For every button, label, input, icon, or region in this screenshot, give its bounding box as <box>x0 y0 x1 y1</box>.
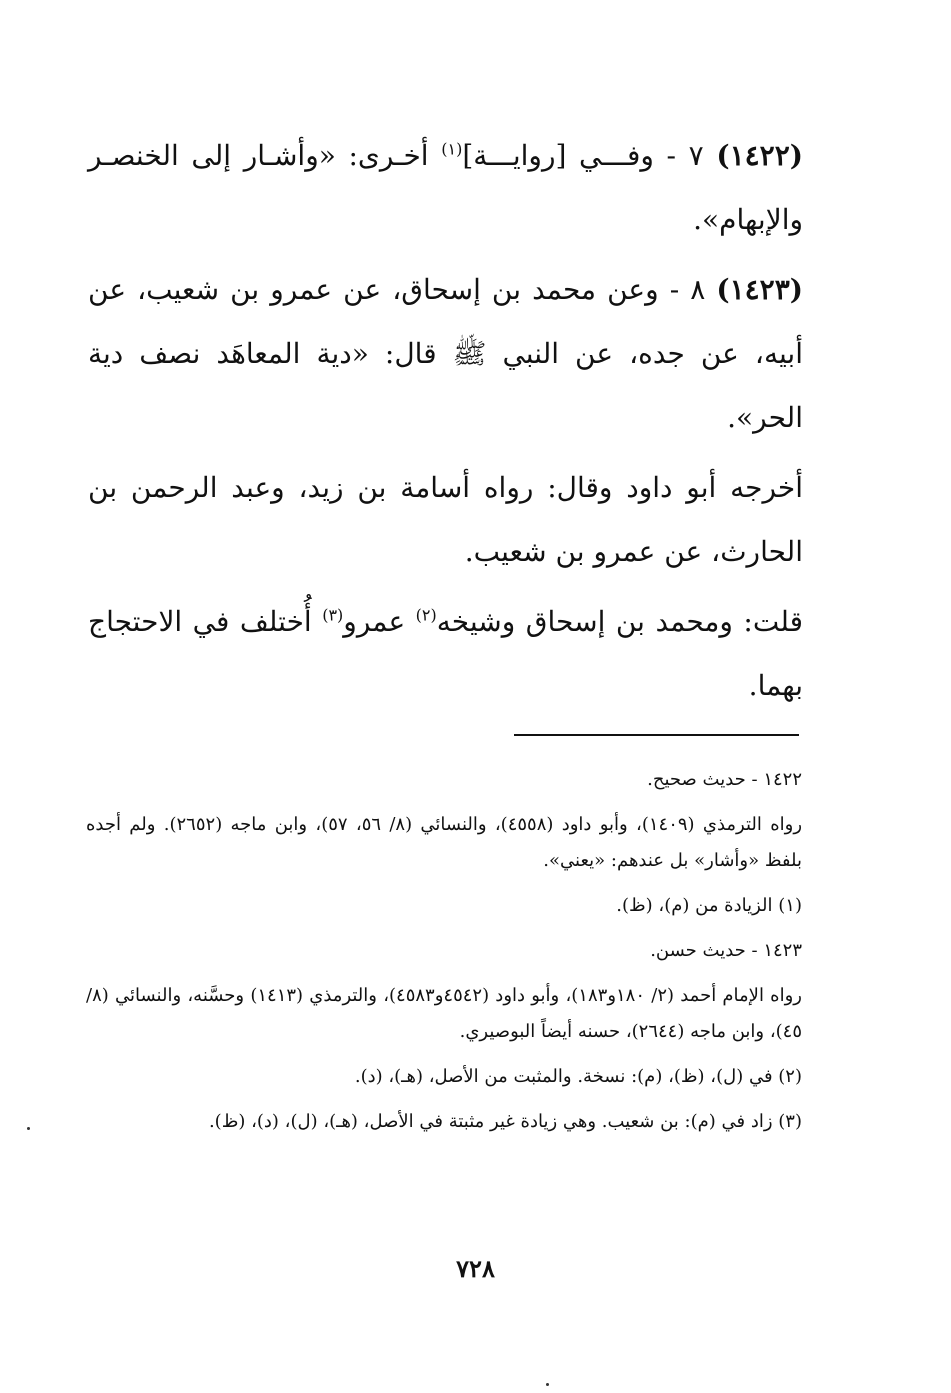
footnote-ref[interactable]: (٣) <box>322 605 344 625</box>
footnotes <box>86 762 802 1149</box>
commentary-paragraph <box>88 590 803 718</box>
footnote-1: (١) الزيادة من (م)، (ظ). <box>616 895 802 916</box>
hadith-number: (١٤٢٢) <box>716 139 803 172</box>
scan-speck <box>27 1127 30 1130</box>
footnote-sources-1423: رواه الإمام أحمد (٢/ ١٨٠و١٨٣)، وأبو داود (٤٥٤٢و٤٥٨٣)، والترمذي (١٤١٣) وحسَّنه، والنسائي (٨/ ٤٥)، وابن ماجه (٢٦٤٤)، حسنه أيضاً البوصيري. <box>86 985 802 1042</box>
footnote-2: (٢) في (ل)، (ظ)، (م): نسخة. والمثبت من الأصل، (هـ)، (د). <box>354 1066 802 1087</box>
hadith-1422 <box>88 124 803 252</box>
hadith-text: ٨ - وعن محمد بن إسحاق، عن عمرو بن شعيب، عن أبيه، عن جده، عن النبي ﷺ قال: «دية المعاهَد نصف دية الحر». <box>88 273 803 434</box>
commentary-text: أُختلف في الاحتجاج بهما. <box>88 605 803 702</box>
hadith-1423 <box>88 258 803 450</box>
takhrij-paragraph: أخرجه أبو داود وقال: رواه أسامة بن زيد، وعبد الرحمن بن الحارث، عن عمرو بن شعيب. <box>88 471 803 568</box>
page-number: ٧٢٨ <box>456 1254 495 1283</box>
footnote-ref[interactable]: (٢) <box>415 605 437 625</box>
hadith-number: (١٤٢٣) <box>716 273 803 306</box>
commentary-text: عمرو <box>343 605 406 638</box>
footnote-grade-1422: ١٤٢٢ - حديث صحيح. <box>647 769 802 790</box>
main-text <box>88 124 803 718</box>
footnote-ref[interactable]: (١) <box>441 139 463 159</box>
footnote-separator <box>514 734 799 736</box>
footnote-grade-1423: ١٤٢٣ - حديث حسن. <box>650 940 802 961</box>
hadith-text-continued: أخـرى: «وأشـار إلى الخنصـر والإبهام». <box>88 139 803 236</box>
footnote-sources-1422: رواه الترمذي (١٤٠٩)، وأبو داود (٤٥٥٨)، والنسائي (٨/ ٥٦، ٥٧)، وابن ماجه (٢٦٥٢). ولم أجده بلفظ «وأشار» بل عندهم: «يعني». <box>86 814 803 871</box>
scan-speck <box>546 1383 549 1386</box>
footnote-3: (٣) زاد في (م): بن شعيب. وهي زيادة غير مثبتة في الأصل، (هـ)، (ل)، (د)، (ظ). <box>208 1111 802 1132</box>
hadith-text: ٧ - وفـــي [روايـــة] <box>462 139 704 172</box>
commentary-text: قلت: ومحمد بن إسحاق وشيخه <box>436 605 804 638</box>
